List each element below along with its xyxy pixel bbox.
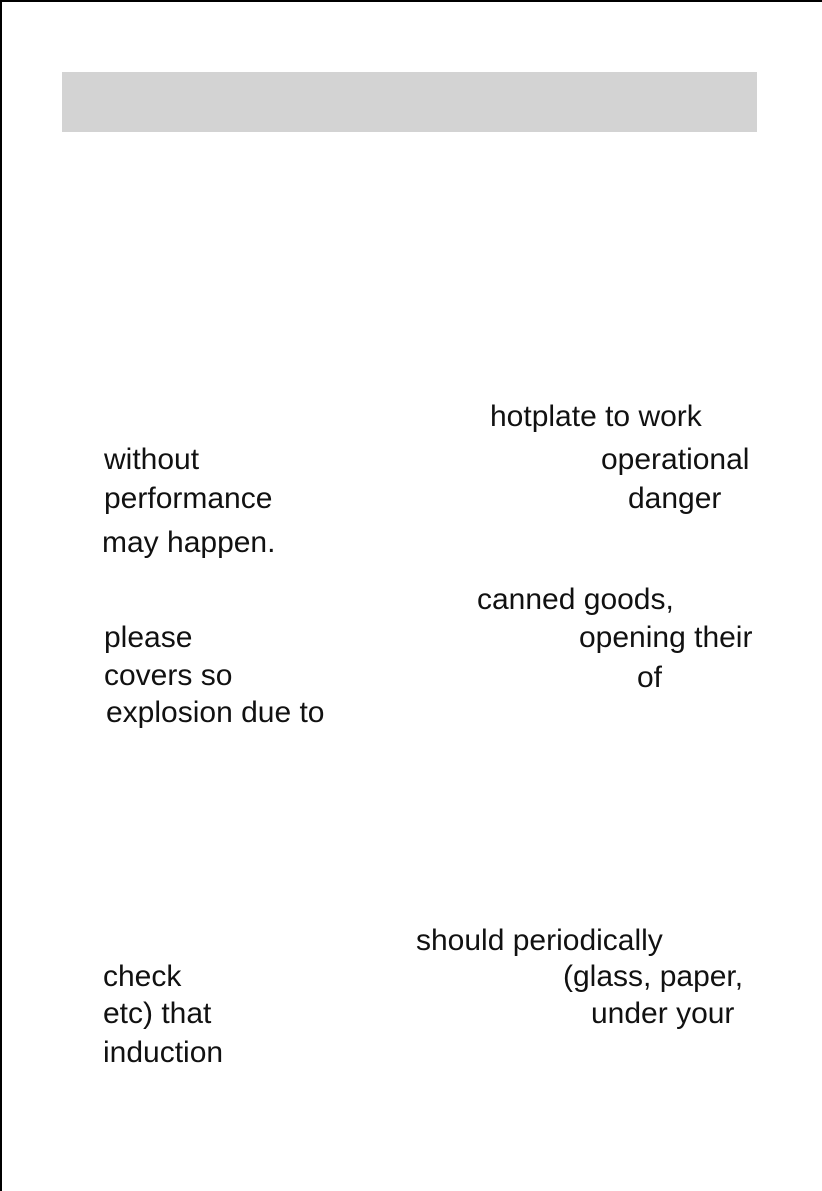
paragraph-1-fragment: performance bbox=[104, 482, 273, 515]
paragraph-3-fragment: (glass, paper, bbox=[563, 960, 744, 993]
page-border-top bbox=[0, 0, 822, 2]
paragraph-1-fragment: may happen. bbox=[102, 526, 276, 559]
paragraph-1-fragment: operational bbox=[601, 443, 750, 476]
page-border-left bbox=[0, 0, 2, 1191]
paragraph-2-fragment: of bbox=[637, 661, 663, 694]
paragraph-2-fragment: canned goods, bbox=[477, 583, 674, 616]
paragraph-1-fragment: hotplate to work bbox=[490, 400, 702, 433]
paragraph-3-fragment: check bbox=[103, 960, 182, 993]
paragraph-3-fragment: etc) that bbox=[103, 997, 212, 1030]
paragraph-2-fragment: opening their bbox=[579, 621, 753, 654]
paragraph-1-fragment: danger bbox=[628, 482, 722, 515]
paragraph-3-fragment: under your bbox=[591, 997, 735, 1030]
paragraph-3-fragment: should periodically bbox=[416, 924, 663, 957]
section-header-bar bbox=[62, 72, 757, 132]
paragraph-2-fragment: please bbox=[104, 621, 193, 654]
paragraph-1-fragment: without bbox=[104, 443, 200, 476]
paragraph-3-fragment: induction bbox=[103, 1036, 224, 1069]
paragraph-2-fragment: explosion due to bbox=[106, 696, 325, 729]
paragraph-2-fragment: covers so bbox=[104, 659, 233, 692]
